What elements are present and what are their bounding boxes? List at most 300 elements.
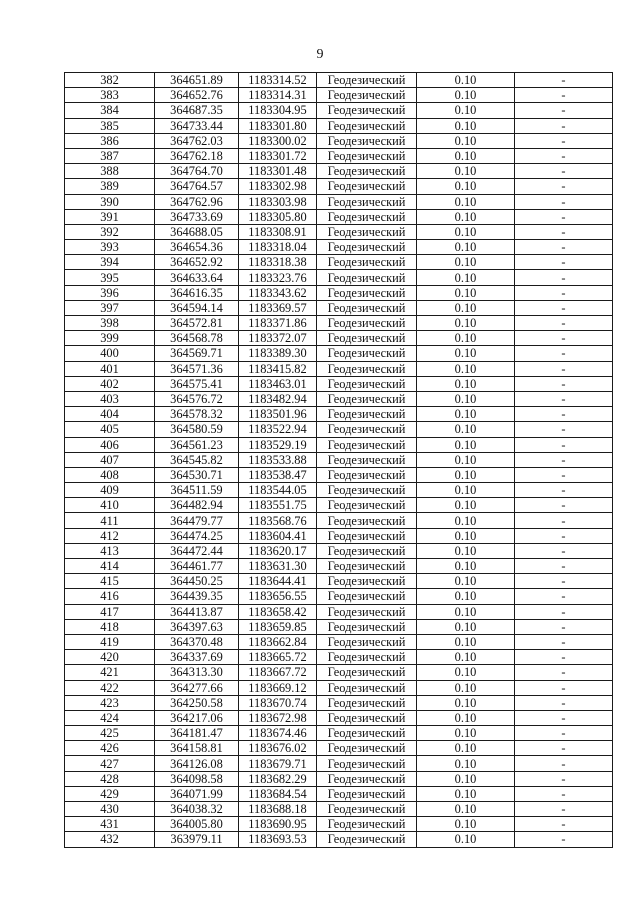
method-cell: Геодезический bbox=[317, 224, 417, 239]
x-coordinate-cell: 364687.35 bbox=[155, 103, 239, 118]
table-row bbox=[65, 695, 613, 710]
y-coordinate-cell: 1183314.52 bbox=[239, 73, 317, 88]
y-coordinate-cell: 1183544.05 bbox=[239, 483, 317, 498]
y-coordinate-cell: 1183693.53 bbox=[239, 832, 317, 847]
point-number-cell: 410 bbox=[65, 498, 155, 513]
description-cell: - bbox=[515, 741, 613, 756]
table-row bbox=[65, 832, 613, 847]
y-coordinate-cell: 1183501.96 bbox=[239, 407, 317, 422]
y-coordinate-cell: 1183551.75 bbox=[239, 498, 317, 513]
description-cell: - bbox=[515, 346, 613, 361]
description-cell: - bbox=[515, 710, 613, 725]
table-row bbox=[65, 164, 613, 179]
accuracy-cell: 0.10 bbox=[417, 437, 515, 452]
accuracy-cell: 0.10 bbox=[417, 513, 515, 528]
accuracy-cell: 0.10 bbox=[417, 179, 515, 194]
y-coordinate-cell: 1183529.19 bbox=[239, 437, 317, 452]
description-cell: - bbox=[515, 528, 613, 543]
point-number-cell: 418 bbox=[65, 619, 155, 634]
coordinates-table bbox=[64, 72, 613, 848]
x-coordinate-cell: 364217.06 bbox=[155, 710, 239, 725]
table-row bbox=[65, 179, 613, 194]
x-coordinate-cell: 364633.64 bbox=[155, 270, 239, 285]
description-cell: - bbox=[515, 452, 613, 467]
y-coordinate-cell: 1183658.42 bbox=[239, 604, 317, 619]
method-cell: Геодезический bbox=[317, 832, 417, 847]
point-number-cell: 397 bbox=[65, 300, 155, 315]
x-coordinate-cell: 364181.47 bbox=[155, 726, 239, 741]
table-row bbox=[65, 528, 613, 543]
point-number-cell: 383 bbox=[65, 88, 155, 103]
method-cell: Геодезический bbox=[317, 680, 417, 695]
x-coordinate-cell: 364472.44 bbox=[155, 543, 239, 558]
point-number-cell: 416 bbox=[65, 589, 155, 604]
method-cell: Геодезический bbox=[317, 589, 417, 604]
method-cell: Геодезический bbox=[317, 634, 417, 649]
point-number-cell: 404 bbox=[65, 407, 155, 422]
accuracy-cell: 0.10 bbox=[417, 589, 515, 604]
y-coordinate-cell: 1183522.94 bbox=[239, 422, 317, 437]
accuracy-cell: 0.10 bbox=[417, 452, 515, 467]
accuracy-cell: 0.10 bbox=[417, 240, 515, 255]
description-cell: - bbox=[515, 483, 613, 498]
method-cell: Геодезический bbox=[317, 695, 417, 710]
table-row bbox=[65, 741, 613, 756]
x-coordinate-cell: 364313.30 bbox=[155, 665, 239, 680]
x-coordinate-cell: 364439.35 bbox=[155, 589, 239, 604]
accuracy-cell: 0.10 bbox=[417, 133, 515, 148]
description-cell: - bbox=[515, 422, 613, 437]
method-cell: Геодезический bbox=[317, 771, 417, 786]
point-number-cell: 394 bbox=[65, 255, 155, 270]
table-row bbox=[65, 148, 613, 163]
description-cell: - bbox=[515, 255, 613, 270]
method-cell: Геодезический bbox=[317, 741, 417, 756]
x-coordinate-cell: 364571.36 bbox=[155, 361, 239, 376]
y-coordinate-cell: 1183369.57 bbox=[239, 300, 317, 315]
point-number-cell: 419 bbox=[65, 634, 155, 649]
accuracy-cell: 0.10 bbox=[417, 771, 515, 786]
method-cell: Геодезический bbox=[317, 513, 417, 528]
method-cell: Геодезический bbox=[317, 209, 417, 224]
description-cell: - bbox=[515, 133, 613, 148]
x-coordinate-cell: 364652.76 bbox=[155, 88, 239, 103]
point-number-cell: 432 bbox=[65, 832, 155, 847]
y-coordinate-cell: 1183463.01 bbox=[239, 376, 317, 391]
table-row bbox=[65, 285, 613, 300]
description-cell: - bbox=[515, 331, 613, 346]
description-cell: - bbox=[515, 194, 613, 209]
method-cell: Геодезический bbox=[317, 164, 417, 179]
x-coordinate-cell: 364652.92 bbox=[155, 255, 239, 270]
x-coordinate-cell: 364654.36 bbox=[155, 240, 239, 255]
method-cell: Геодезический bbox=[317, 118, 417, 133]
y-coordinate-cell: 1183301.48 bbox=[239, 164, 317, 179]
accuracy-cell: 0.10 bbox=[417, 346, 515, 361]
x-coordinate-cell: 364580.59 bbox=[155, 422, 239, 437]
table-row bbox=[65, 316, 613, 331]
method-cell: Геодезический bbox=[317, 422, 417, 437]
table-row bbox=[65, 513, 613, 528]
table-row bbox=[65, 407, 613, 422]
method-cell: Геодезический bbox=[317, 665, 417, 680]
description-cell: - bbox=[515, 498, 613, 513]
method-cell: Геодезический bbox=[317, 270, 417, 285]
x-coordinate-cell: 364572.81 bbox=[155, 316, 239, 331]
table-row bbox=[65, 103, 613, 118]
y-coordinate-cell: 1183656.55 bbox=[239, 589, 317, 604]
accuracy-cell: 0.10 bbox=[417, 103, 515, 118]
description-cell: - bbox=[515, 240, 613, 255]
point-number-cell: 412 bbox=[65, 528, 155, 543]
accuracy-cell: 0.10 bbox=[417, 316, 515, 331]
x-coordinate-cell: 364578.32 bbox=[155, 407, 239, 422]
point-number-cell: 409 bbox=[65, 483, 155, 498]
table-row bbox=[65, 574, 613, 589]
table-row bbox=[65, 589, 613, 604]
y-coordinate-cell: 1183682.29 bbox=[239, 771, 317, 786]
accuracy-cell: 0.10 bbox=[417, 422, 515, 437]
y-coordinate-cell: 1183482.94 bbox=[239, 391, 317, 406]
method-cell: Геодезический bbox=[317, 285, 417, 300]
accuracy-cell: 0.10 bbox=[417, 802, 515, 817]
x-coordinate-cell: 364461.77 bbox=[155, 559, 239, 574]
x-coordinate-cell: 364126.08 bbox=[155, 756, 239, 771]
point-number-cell: 426 bbox=[65, 741, 155, 756]
y-coordinate-cell: 1183631.30 bbox=[239, 559, 317, 574]
table-row bbox=[65, 376, 613, 391]
y-coordinate-cell: 1183568.76 bbox=[239, 513, 317, 528]
description-cell: - bbox=[515, 209, 613, 224]
point-number-cell: 413 bbox=[65, 543, 155, 558]
x-coordinate-cell: 364038.32 bbox=[155, 802, 239, 817]
description-cell: - bbox=[515, 285, 613, 300]
point-number-cell: 428 bbox=[65, 771, 155, 786]
accuracy-cell: 0.10 bbox=[417, 483, 515, 498]
x-coordinate-cell: 364530.71 bbox=[155, 467, 239, 482]
accuracy-cell: 0.10 bbox=[417, 361, 515, 376]
table-row bbox=[65, 786, 613, 801]
x-coordinate-cell: 364569.71 bbox=[155, 346, 239, 361]
y-coordinate-cell: 1183302.98 bbox=[239, 179, 317, 194]
point-number-cell: 382 bbox=[65, 73, 155, 88]
method-cell: Геодезический bbox=[317, 483, 417, 498]
accuracy-cell: 0.10 bbox=[417, 650, 515, 665]
accuracy-cell: 0.10 bbox=[417, 604, 515, 619]
x-coordinate-cell: 364561.23 bbox=[155, 437, 239, 452]
method-cell: Геодезический bbox=[317, 361, 417, 376]
point-number-cell: 386 bbox=[65, 133, 155, 148]
accuracy-cell: 0.10 bbox=[417, 574, 515, 589]
table-row bbox=[65, 467, 613, 482]
description-cell: - bbox=[515, 300, 613, 315]
x-coordinate-cell: 364337.69 bbox=[155, 650, 239, 665]
table-row bbox=[65, 118, 613, 133]
method-cell: Геодезический bbox=[317, 710, 417, 725]
point-number-cell: 406 bbox=[65, 437, 155, 452]
accuracy-cell: 0.10 bbox=[417, 285, 515, 300]
y-coordinate-cell: 1183690.95 bbox=[239, 817, 317, 832]
point-number-cell: 395 bbox=[65, 270, 155, 285]
point-number-cell: 408 bbox=[65, 467, 155, 482]
table-row bbox=[65, 452, 613, 467]
accuracy-cell: 0.10 bbox=[417, 559, 515, 574]
point-number-cell: 422 bbox=[65, 680, 155, 695]
table-row bbox=[65, 300, 613, 315]
table-row bbox=[65, 756, 613, 771]
description-cell: - bbox=[515, 559, 613, 574]
description-cell: - bbox=[515, 376, 613, 391]
method-cell: Геодезический bbox=[317, 194, 417, 209]
table-row bbox=[65, 634, 613, 649]
table-row bbox=[65, 559, 613, 574]
description-cell: - bbox=[515, 604, 613, 619]
accuracy-cell: 0.10 bbox=[417, 270, 515, 285]
description-cell: - bbox=[515, 756, 613, 771]
point-number-cell: 399 bbox=[65, 331, 155, 346]
y-coordinate-cell: 1183323.76 bbox=[239, 270, 317, 285]
x-coordinate-cell: 364397.63 bbox=[155, 619, 239, 634]
y-coordinate-cell: 1183305.80 bbox=[239, 209, 317, 224]
table-row bbox=[65, 726, 613, 741]
description-cell: - bbox=[515, 391, 613, 406]
method-cell: Геодезический bbox=[317, 452, 417, 467]
point-number-cell: 387 bbox=[65, 148, 155, 163]
y-coordinate-cell: 1183533.88 bbox=[239, 452, 317, 467]
table-row bbox=[65, 665, 613, 680]
accuracy-cell: 0.10 bbox=[417, 726, 515, 741]
table-row bbox=[65, 437, 613, 452]
accuracy-cell: 0.10 bbox=[417, 817, 515, 832]
point-number-cell: 430 bbox=[65, 802, 155, 817]
description-cell: - bbox=[515, 574, 613, 589]
description-cell: - bbox=[515, 695, 613, 710]
point-number-cell: 427 bbox=[65, 756, 155, 771]
x-coordinate-cell: 363979.11 bbox=[155, 832, 239, 847]
accuracy-cell: 0.10 bbox=[417, 391, 515, 406]
y-coordinate-cell: 1183538.47 bbox=[239, 467, 317, 482]
table-row bbox=[65, 133, 613, 148]
description-cell: - bbox=[515, 589, 613, 604]
accuracy-cell: 0.10 bbox=[417, 209, 515, 224]
table-row bbox=[65, 88, 613, 103]
point-number-cell: 390 bbox=[65, 194, 155, 209]
description-cell: - bbox=[515, 164, 613, 179]
table-row bbox=[65, 73, 613, 88]
point-number-cell: 401 bbox=[65, 361, 155, 376]
accuracy-cell: 0.10 bbox=[417, 741, 515, 756]
point-number-cell: 425 bbox=[65, 726, 155, 741]
accuracy-cell: 0.10 bbox=[417, 73, 515, 88]
method-cell: Геодезический bbox=[317, 604, 417, 619]
description-cell: - bbox=[515, 407, 613, 422]
table-row bbox=[65, 391, 613, 406]
point-number-cell: 388 bbox=[65, 164, 155, 179]
method-cell: Геодезический bbox=[317, 103, 417, 118]
table-row bbox=[65, 331, 613, 346]
description-cell: - bbox=[515, 726, 613, 741]
point-number-cell: 391 bbox=[65, 209, 155, 224]
x-coordinate-cell: 364576.72 bbox=[155, 391, 239, 406]
point-number-cell: 420 bbox=[65, 650, 155, 665]
description-cell: - bbox=[515, 665, 613, 680]
method-cell: Геодезический bbox=[317, 802, 417, 817]
description-cell: - bbox=[515, 771, 613, 786]
accuracy-cell: 0.10 bbox=[417, 695, 515, 710]
accuracy-cell: 0.10 bbox=[417, 543, 515, 558]
table-row bbox=[65, 802, 613, 817]
x-coordinate-cell: 364733.44 bbox=[155, 118, 239, 133]
y-coordinate-cell: 1183688.18 bbox=[239, 802, 317, 817]
x-coordinate-cell: 364568.78 bbox=[155, 331, 239, 346]
description-cell: - bbox=[515, 148, 613, 163]
description-cell: - bbox=[515, 619, 613, 634]
description-cell: - bbox=[515, 786, 613, 801]
accuracy-cell: 0.10 bbox=[417, 710, 515, 725]
method-cell: Геодезический bbox=[317, 543, 417, 558]
description-cell: - bbox=[515, 650, 613, 665]
y-coordinate-cell: 1183684.54 bbox=[239, 786, 317, 801]
method-cell: Геодезический bbox=[317, 437, 417, 452]
method-cell: Геодезический bbox=[317, 559, 417, 574]
method-cell: Геодезический bbox=[317, 726, 417, 741]
point-number-cell: 393 bbox=[65, 240, 155, 255]
accuracy-cell: 0.10 bbox=[417, 331, 515, 346]
accuracy-cell: 0.10 bbox=[417, 680, 515, 695]
point-number-cell: 398 bbox=[65, 316, 155, 331]
method-cell: Геодезический bbox=[317, 300, 417, 315]
y-coordinate-cell: 1183308.91 bbox=[239, 224, 317, 239]
x-coordinate-cell: 364450.25 bbox=[155, 574, 239, 589]
y-coordinate-cell: 1183301.72 bbox=[239, 148, 317, 163]
description-cell: - bbox=[515, 179, 613, 194]
accuracy-cell: 0.10 bbox=[417, 194, 515, 209]
point-number-cell: 431 bbox=[65, 817, 155, 832]
description-cell: - bbox=[515, 361, 613, 376]
point-number-cell: 429 bbox=[65, 786, 155, 801]
table-row bbox=[65, 771, 613, 786]
method-cell: Геодезический bbox=[317, 88, 417, 103]
y-coordinate-cell: 1183304.95 bbox=[239, 103, 317, 118]
method-cell: Геодезический bbox=[317, 376, 417, 391]
method-cell: Геодезический bbox=[317, 316, 417, 331]
x-coordinate-cell: 364511.59 bbox=[155, 483, 239, 498]
accuracy-cell: 0.10 bbox=[417, 619, 515, 634]
method-cell: Геодезический bbox=[317, 148, 417, 163]
y-coordinate-cell: 1183300.02 bbox=[239, 133, 317, 148]
point-number-cell: 385 bbox=[65, 118, 155, 133]
x-coordinate-cell: 364575.41 bbox=[155, 376, 239, 391]
description-cell: - bbox=[515, 88, 613, 103]
method-cell: Геодезический bbox=[317, 73, 417, 88]
method-cell: Геодезический bbox=[317, 346, 417, 361]
point-number-cell: 415 bbox=[65, 574, 155, 589]
method-cell: Геодезический bbox=[317, 391, 417, 406]
x-coordinate-cell: 364594.14 bbox=[155, 300, 239, 315]
x-coordinate-cell: 364764.70 bbox=[155, 164, 239, 179]
table-row bbox=[65, 710, 613, 725]
accuracy-cell: 0.10 bbox=[417, 498, 515, 513]
method-cell: Геодезический bbox=[317, 650, 417, 665]
description-cell: - bbox=[515, 270, 613, 285]
y-coordinate-cell: 1183343.62 bbox=[239, 285, 317, 300]
description-cell: - bbox=[515, 467, 613, 482]
y-coordinate-cell: 1183604.41 bbox=[239, 528, 317, 543]
y-coordinate-cell: 1183415.82 bbox=[239, 361, 317, 376]
x-coordinate-cell: 364762.96 bbox=[155, 194, 239, 209]
point-number-cell: 421 bbox=[65, 665, 155, 680]
coordinates-table-body bbox=[65, 73, 613, 848]
x-coordinate-cell: 364098.58 bbox=[155, 771, 239, 786]
table-row bbox=[65, 346, 613, 361]
accuracy-cell: 0.10 bbox=[417, 786, 515, 801]
y-coordinate-cell: 1183318.04 bbox=[239, 240, 317, 255]
table-row bbox=[65, 422, 613, 437]
y-coordinate-cell: 1183318.38 bbox=[239, 255, 317, 270]
description-cell: - bbox=[515, 118, 613, 133]
accuracy-cell: 0.10 bbox=[417, 224, 515, 239]
y-coordinate-cell: 1183372.07 bbox=[239, 331, 317, 346]
table-row bbox=[65, 255, 613, 270]
y-coordinate-cell: 1183670.74 bbox=[239, 695, 317, 710]
x-coordinate-cell: 364688.05 bbox=[155, 224, 239, 239]
table-row bbox=[65, 498, 613, 513]
y-coordinate-cell: 1183659.85 bbox=[239, 619, 317, 634]
method-cell: Геодезический bbox=[317, 498, 417, 513]
page-number: 9 bbox=[316, 47, 324, 62]
table-row bbox=[65, 483, 613, 498]
point-number-cell: 423 bbox=[65, 695, 155, 710]
accuracy-cell: 0.10 bbox=[417, 88, 515, 103]
y-coordinate-cell: 1183674.46 bbox=[239, 726, 317, 741]
y-coordinate-cell: 1183669.12 bbox=[239, 680, 317, 695]
accuracy-cell: 0.10 bbox=[417, 665, 515, 680]
table-row bbox=[65, 543, 613, 558]
method-cell: Геодезический bbox=[317, 255, 417, 270]
point-number-cell: 384 bbox=[65, 103, 155, 118]
y-coordinate-cell: 1183672.98 bbox=[239, 710, 317, 725]
point-number-cell: 400 bbox=[65, 346, 155, 361]
point-number-cell: 414 bbox=[65, 559, 155, 574]
x-coordinate-cell: 364370.48 bbox=[155, 634, 239, 649]
table-row bbox=[65, 240, 613, 255]
method-cell: Геодезический bbox=[317, 133, 417, 148]
accuracy-cell: 0.10 bbox=[417, 467, 515, 482]
y-coordinate-cell: 1183662.84 bbox=[239, 634, 317, 649]
accuracy-cell: 0.10 bbox=[417, 376, 515, 391]
y-coordinate-cell: 1183303.98 bbox=[239, 194, 317, 209]
x-coordinate-cell: 364474.25 bbox=[155, 528, 239, 543]
y-coordinate-cell: 1183676.02 bbox=[239, 741, 317, 756]
x-coordinate-cell: 364616.35 bbox=[155, 285, 239, 300]
x-coordinate-cell: 364482.94 bbox=[155, 498, 239, 513]
table-row bbox=[65, 650, 613, 665]
method-cell: Геодезический bbox=[317, 786, 417, 801]
x-coordinate-cell: 364479.77 bbox=[155, 513, 239, 528]
accuracy-cell: 0.10 bbox=[417, 300, 515, 315]
x-coordinate-cell: 364250.58 bbox=[155, 695, 239, 710]
y-coordinate-cell: 1183301.80 bbox=[239, 118, 317, 133]
method-cell: Геодезический bbox=[317, 467, 417, 482]
y-coordinate-cell: 1183371.86 bbox=[239, 316, 317, 331]
description-cell: - bbox=[515, 634, 613, 649]
point-number-cell: 402 bbox=[65, 376, 155, 391]
point-number-cell: 392 bbox=[65, 224, 155, 239]
point-number-cell: 417 bbox=[65, 604, 155, 619]
point-number-cell: 389 bbox=[65, 179, 155, 194]
x-coordinate-cell: 364762.18 bbox=[155, 148, 239, 163]
description-cell: - bbox=[515, 832, 613, 847]
